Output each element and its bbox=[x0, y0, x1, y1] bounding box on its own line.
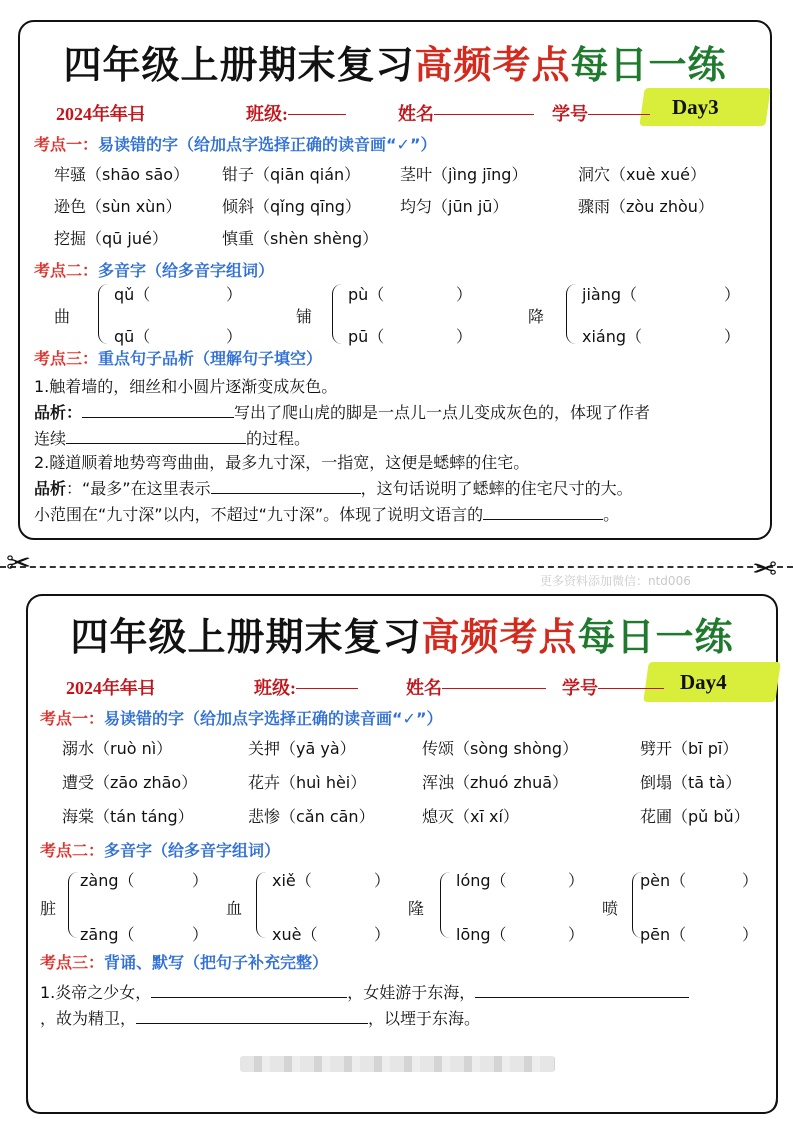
analysis-2-line1: 品析：“最多”在这里表示 ，这句话说明了蟋蟀的住宅尺寸的大。 bbox=[34, 479, 633, 498]
question-2: 2.隧道顺着地势弯弯曲曲，最多九寸深，一指宽，这便是蟋蟀的住宅。 bbox=[34, 453, 530, 472]
word-item[interactable]: 熄灭（xī xí） bbox=[422, 807, 519, 826]
watermark: 更多资料添加微信：ntd006 bbox=[540, 574, 691, 588]
brace-icon bbox=[256, 872, 267, 938]
day3-title: 四年级上册期末复习高频考点每日一练 bbox=[63, 42, 727, 87]
answer-blank[interactable] bbox=[136, 1009, 368, 1024]
question-1: 1.触着墙的，细丝和小圆片逐渐变成灰色。 bbox=[34, 377, 338, 396]
cut-line bbox=[0, 566, 793, 568]
recite-line-1: 1.炎帝之少女， ，女娃游于东海， bbox=[40, 980, 689, 1003]
reading-top: qǔ（ bbox=[114, 285, 151, 304]
word-item[interactable]: 挖掘（qū jué） bbox=[54, 229, 168, 248]
recite-line-2: ，故为精卫， ，以堙于东海。 bbox=[40, 1009, 481, 1028]
word-item[interactable]: 慎重（shèn shèng） bbox=[222, 229, 379, 248]
reading-bottom: zāng（ bbox=[80, 925, 135, 944]
word-item[interactable]: 关押（yā yà） bbox=[248, 739, 356, 758]
analysis-1-line1: 品析： 写出了爬山虎的脚是一点儿一点儿变成灰色的，体现了作者 bbox=[34, 403, 651, 422]
day4-label: Day4 bbox=[680, 670, 727, 694]
word-item[interactable]: 倒塌（tā tà） bbox=[640, 773, 742, 792]
class-field: 班级: bbox=[246, 100, 288, 126]
analysis-2-line2: 小范围在“九寸深”以内，不超过“九寸深”。体现了说明文语言的 。 bbox=[34, 505, 620, 524]
word-item[interactable]: 逊色（sùn xùn） bbox=[54, 197, 182, 216]
polyphone-char: 脏 bbox=[40, 899, 57, 918]
polyphone-char: 喷 bbox=[602, 899, 619, 918]
word-item[interactable]: 骤雨（zòu zhòu） bbox=[578, 197, 714, 216]
reading-bottom: lōng（ bbox=[456, 925, 507, 944]
answer-blank[interactable] bbox=[151, 983, 347, 998]
answer-blank[interactable] bbox=[211, 479, 361, 494]
class-field: 班级: bbox=[254, 674, 296, 700]
word-item[interactable]: 花圃（pǔ bǔ） bbox=[640, 807, 750, 826]
name-field: 姓名 bbox=[406, 674, 442, 700]
analysis-1-line2: 连续 的过程。 bbox=[34, 429, 311, 448]
brace-icon bbox=[440, 872, 451, 938]
reading-top: jiàng（ bbox=[582, 285, 637, 304]
polyphone-char: 降 bbox=[528, 307, 545, 326]
word-item[interactable]: 倾斜（qǐng qīng） bbox=[222, 197, 361, 216]
reading-bottom: pēn（ bbox=[640, 925, 687, 944]
word-item[interactable]: 花卉（huì hèi） bbox=[248, 773, 367, 792]
day3-label: Day3 bbox=[672, 95, 719, 119]
brace-icon bbox=[68, 872, 79, 938]
day4-section1-heading: 考点一：易读错的字（给加点字选择正确的读音画“✓”） bbox=[40, 709, 443, 728]
polyphone-char: 铺 bbox=[296, 307, 313, 326]
day4-section3-heading: 考点三：背诵、默写（把句子补充完整） bbox=[40, 953, 329, 972]
scissors-icon: ✂ bbox=[6, 546, 32, 581]
day4-title: 四年级上册期末复习高频考点每日一练 bbox=[70, 614, 734, 659]
reading-bottom: xiáng（ bbox=[582, 327, 643, 346]
brace-icon bbox=[566, 284, 577, 344]
word-item[interactable]: 洞穴（xuè xué） bbox=[578, 165, 706, 184]
brace-icon bbox=[98, 284, 109, 344]
reading-top: zàng（ bbox=[80, 871, 135, 890]
blurred-footer bbox=[240, 1056, 555, 1072]
answer-blank[interactable] bbox=[483, 505, 603, 520]
word-item[interactable]: 海棠（tán táng） bbox=[62, 807, 194, 826]
word-item[interactable]: 遭受（zāo zhāo） bbox=[62, 773, 198, 792]
word-item[interactable]: 浑浊（zhuó zhuā） bbox=[422, 773, 569, 792]
date-field: 2024年 年 日 bbox=[66, 674, 156, 700]
word-item[interactable]: 悲惨（cǎn cān） bbox=[248, 807, 375, 826]
polyphone-char: 隆 bbox=[408, 899, 425, 918]
reading-bottom: pū（ bbox=[348, 327, 385, 346]
reading-top: pèn（ bbox=[640, 871, 687, 890]
id-field: 学号 bbox=[552, 100, 588, 126]
day3-section1-heading: 考点一：易读错的字（给加点字选择正确的读音画“✓”） bbox=[34, 135, 437, 154]
word-item[interactable]: 劈开（bī pī） bbox=[640, 739, 739, 758]
card-bottom-edge bbox=[26, 1100, 778, 1114]
day3-card: 四年级上册期末复习高频考点每日一练 Day3 2024年 年 日 班级: 姓名 学号 考点一：易读错的字（给加点字选择正确的读音画“✓”） 牢骚（shāo sāo） 钳子（qiān qián） 茎叶（jìng jīng） 洞穴（xuè xué） 逊色（sùn xùn） 倾斜（qǐng qīng） 均匀（jūn jū） 骤雨（zòu zhòu） 挖掘（qū jué） 慎重（shèn shèng） 考点二：多音字（给多音字组词） 曲 qǔ（ ） qū（ ） 铺 pù（ ） pū（ ） 降 jiàng（ ） xiáng（ ） 考点三：重点句子品析（理解句子填空） 1.触着墙的，细丝和小圆片逐渐变成灰色。 品析： 写出了爬山虎的脚是一点儿一点儿变成灰色的，体现了作者 连续 的过程。 2.隧道顺着地势弯弯曲曲，最多九寸深，一指宽，这便是蟋蟀的住宅。 品析：“最多”在这里表示 ，这句话说明了蟋蟀的住宅尺寸的大。 小范围在“九寸深”以内，不超过“九寸深”。体现了说明文语言的 。 bbox=[18, 20, 772, 540]
word-item[interactable]: 钳子（qiān qián） bbox=[222, 165, 361, 184]
date-field: 2024年 年 日 bbox=[56, 100, 146, 126]
scissors-icon: ✂ bbox=[752, 552, 778, 587]
polyphone-char: 血 bbox=[226, 899, 243, 918]
day3-section2-heading: 考点二：多音字（给多音字组词） bbox=[34, 261, 275, 280]
name-field: 姓名 bbox=[398, 100, 434, 126]
day4-card: 四年级上册期末复习高频考点每日一练 Day4 2024年 年 日 班级: 姓名 学号 考点一：易读错的字（给加点字选择正确的读音画“✓”） 溺水（ruò nì） 关押（yā yà） 传颂（sòng shòng） 劈开（bī pī） 遭受（zāo zhāo） 花卉（huì hèi） 浑浊（zhuó zhuā） 倒塌（tā tà） 海棠（tán táng） 悲惨（cǎn cān） 熄灭（xī xí） 花圃（pǔ bǔ） 考点二：多音字（给多音字组词） 脏 zàng（ ） zāng（ ） 血 xiě（ ） xuè（ ） 隆 lóng（ ） lōng（ ） 喷 pèn（ ） pēn（ ） 考点三：背诵、默写（把句子补充完整） 1.炎帝之少女， ，女娃游于东海， ，故为精卫， ，以堙于东海。 bbox=[26, 594, 778, 1114]
word-item[interactable]: 茎叶（jìng jīng） bbox=[400, 165, 528, 184]
polyphone-char: 曲 bbox=[54, 307, 71, 326]
word-item[interactable]: 牢骚（shāo sāo） bbox=[54, 165, 190, 184]
reading-bottom: qū（ bbox=[114, 327, 151, 346]
reading-top: xiě（ bbox=[272, 871, 312, 890]
answer-blank[interactable] bbox=[82, 403, 234, 418]
answer-blank[interactable] bbox=[66, 429, 246, 444]
word-item[interactable]: 溺水（ruò nì） bbox=[62, 739, 173, 758]
reading-top: pù（ bbox=[348, 285, 385, 304]
answer-blank[interactable] bbox=[475, 983, 689, 998]
brace-icon bbox=[332, 284, 343, 344]
day3-section3-heading: 考点三：重点句子品析（理解句子填空） bbox=[34, 349, 323, 368]
reading-bottom: xuè（ bbox=[272, 925, 318, 944]
word-item[interactable]: 均匀（jūn jū） bbox=[400, 197, 509, 216]
reading-top: lóng（ bbox=[456, 871, 507, 890]
id-field: 学号 bbox=[562, 674, 598, 700]
word-item[interactable]: 传颂（sòng shòng） bbox=[422, 739, 579, 758]
day4-section2-heading: 考点二：多音字（给多音字组词） bbox=[40, 841, 281, 860]
